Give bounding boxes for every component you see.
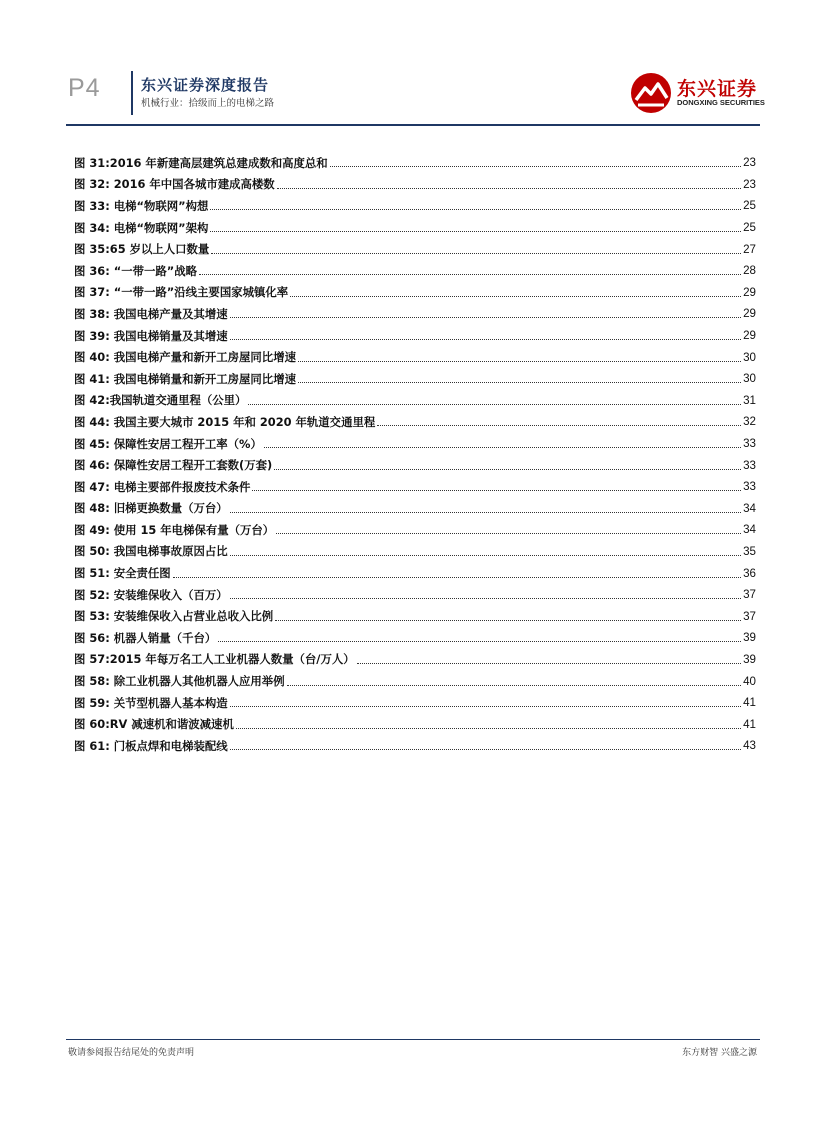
toc-entry[interactable] <box>74 325 756 347</box>
footer-rule <box>66 1039 760 1040</box>
toc-entry[interactable] <box>74 152 756 174</box>
toc-dot-leader <box>230 706 741 707</box>
toc-entry-page: 37 <box>743 588 756 602</box>
toc-entry-page: 41 <box>743 717 756 731</box>
toc-dot-leader <box>218 641 741 642</box>
toc-entry-label: 图 50: 我国电梯事故原因占比 <box>74 544 228 559</box>
toc-entry[interactable] <box>74 476 756 498</box>
toc-dot-leader <box>236 728 741 729</box>
toc-entry[interactable] <box>74 649 756 671</box>
report-subtitle: 机械行业：拾级而上的电梯之路 <box>141 98 275 109</box>
toc-entry-label: 图 60:RV 减速机和谐波减速机 <box>74 717 234 732</box>
toc-entry[interactable] <box>74 303 756 325</box>
toc-entry[interactable] <box>74 238 756 260</box>
toc-entry[interactable] <box>74 260 756 282</box>
toc-entry-label: 图 38: 我国电梯产量及其增速 <box>74 306 228 321</box>
toc-entry-page: 43 <box>743 739 756 753</box>
toc-entry-label: 图 36: “一带一路”战略 <box>74 263 198 278</box>
toc-entry-page: 41 <box>743 696 756 710</box>
company-logo <box>630 72 765 114</box>
toc-dot-leader <box>230 555 741 556</box>
toc-entry[interactable] <box>74 692 756 714</box>
toc-entry-label: 图 45: 保障性安居工程开工率（%） <box>74 436 262 451</box>
toc-entry-label: 图 59: 关节型机器人基本构造 <box>74 695 228 710</box>
toc-dot-leader <box>173 577 741 578</box>
toc-entry-page: 39 <box>743 652 756 666</box>
toc-dot-leader <box>274 469 741 470</box>
toc-entry-label: 图 48: 旧梯更换数量（万台） <box>74 501 228 516</box>
toc-entry[interactable] <box>74 195 756 217</box>
toc-entry[interactable] <box>74 433 756 455</box>
toc-dot-leader <box>230 512 741 513</box>
toc-entry[interactable] <box>74 541 756 563</box>
toc-entry-page: 40 <box>743 674 756 688</box>
toc-entry-label: 图 42:我国轨道交通里程（公里） <box>74 393 247 408</box>
toc-entry[interactable] <box>74 282 756 304</box>
logo-mark-icon <box>630 72 672 114</box>
toc-entry[interactable] <box>74 346 756 368</box>
toc-entry-page: 30 <box>743 350 756 364</box>
header-rule <box>66 124 760 126</box>
toc-entry-page: 33 <box>743 437 756 451</box>
toc-entry-page: 34 <box>743 501 756 515</box>
toc-entry-page: 29 <box>743 329 756 343</box>
toc-entry-label: 图 57:2015 年每万名工人工业机器人数量（台/万人） <box>74 652 355 667</box>
toc-entry-page: 33 <box>743 480 756 494</box>
toc-entry-label: 图 53: 安装维保收入占营业总收入比例 <box>74 609 274 624</box>
toc-entry-label: 图 46: 保障性安居工程开工套数(万套) <box>74 458 273 473</box>
toc-entry[interactable] <box>74 605 756 627</box>
toc-dot-leader <box>298 382 741 383</box>
toc-entry-label: 图 41: 我国电梯销量和新开工房屋同比增速 <box>74 371 296 386</box>
toc-entry[interactable] <box>74 174 756 196</box>
toc-dot-leader <box>248 404 741 405</box>
toc-dot-leader <box>276 533 741 534</box>
toc-dot-leader <box>210 231 741 232</box>
toc-entry-page: 23 <box>743 156 756 170</box>
toc-entry[interactable] <box>74 498 756 520</box>
header-divider <box>131 71 133 115</box>
toc-entry[interactable] <box>74 519 756 541</box>
toc-dot-leader <box>277 188 741 189</box>
toc-entry-page: 25 <box>743 199 756 213</box>
toc-entry[interactable] <box>74 713 756 735</box>
toc-entry-label: 图 56: 机器人销量（千台） <box>74 630 217 645</box>
toc-entry-page: 29 <box>743 307 756 321</box>
figure-index <box>74 152 756 757</box>
toc-entry-page: 32 <box>743 415 756 429</box>
toc-entry-page: 36 <box>743 566 756 580</box>
toc-entry-page: 31 <box>743 393 756 407</box>
toc-entry[interactable] <box>74 368 756 390</box>
footer-disclaimer: 敬请参阅报告结尾处的免责声明 <box>68 1048 195 1058</box>
toc-entry[interactable] <box>74 562 756 584</box>
toc-dot-leader <box>230 317 741 318</box>
toc-entry-page: 28 <box>743 264 756 278</box>
toc-entry-label: 图 33: 电梯“物联网”构想 <box>74 198 209 213</box>
toc-dot-leader <box>230 339 741 340</box>
toc-entry[interactable] <box>74 217 756 239</box>
toc-dot-leader <box>230 598 741 599</box>
toc-entry-page: 35 <box>743 544 756 558</box>
footer-slogan: 东方财智 兴盛之源 <box>682 1048 757 1058</box>
toc-entry-page: 23 <box>743 177 756 191</box>
toc-entry-label: 图 51: 安全责任图 <box>74 566 171 581</box>
toc-dot-leader <box>357 663 741 664</box>
toc-dot-leader <box>199 274 741 275</box>
toc-entry[interactable] <box>74 411 756 433</box>
toc-dot-leader <box>377 425 741 426</box>
toc-dot-leader <box>252 490 741 491</box>
page-number: P4 <box>68 74 101 102</box>
logo-english: DONGXING SECURITIES <box>677 98 765 107</box>
toc-entry-label: 图 52: 安装维保收入（百万） <box>74 587 228 602</box>
toc-dot-leader <box>211 253 741 254</box>
toc-dot-leader <box>298 361 741 362</box>
report-title: 东兴证券深度报告 <box>141 76 270 94</box>
toc-entry-page: 39 <box>743 631 756 645</box>
toc-dot-leader <box>230 749 741 750</box>
toc-entry-page: 27 <box>743 242 756 256</box>
toc-entry-label: 图 49: 使用 15 年电梯保有量（万台） <box>74 522 275 537</box>
toc-entry[interactable] <box>74 454 756 476</box>
toc-entry-label: 图 31:2016 年新建高层建筑总建成数和高度总和 <box>74 155 328 170</box>
toc-entry[interactable] <box>74 627 756 649</box>
toc-entry-label: 图 37: “一带一路”沿线主要国家城镇化率 <box>74 285 289 300</box>
toc-dot-leader <box>275 620 741 621</box>
toc-entry-label: 图 39: 我国电梯销量及其增速 <box>74 328 228 343</box>
toc-entry-page: 34 <box>743 523 756 537</box>
toc-dot-leader <box>210 209 741 210</box>
logo-name: 东兴证券 <box>677 78 758 100</box>
toc-entry[interactable] <box>74 584 756 606</box>
toc-entry-label: 图 40: 我国电梯产量和新开工房屋同比增速 <box>74 350 296 365</box>
toc-entry-label: 图 34: 电梯“物联网”架构 <box>74 220 209 235</box>
toc-entry-label: 图 47: 电梯主要部件报废技术条件 <box>74 479 251 494</box>
toc-entry-page: 25 <box>743 221 756 235</box>
toc-entry-label: 图 58: 除工业机器人其他机器人应用举例 <box>74 674 285 689</box>
toc-entry-label: 图 44: 我国主要大城市 2015 年和 2020 年轨道交通里程 <box>74 414 376 429</box>
toc-entry-page: 37 <box>743 609 756 623</box>
toc-dot-leader <box>287 685 742 686</box>
toc-entry[interactable] <box>74 735 756 757</box>
toc-dot-leader <box>264 447 741 448</box>
toc-entry-label: 图 35:65 岁以上人口数量 <box>74 242 210 257</box>
toc-entry-page: 33 <box>743 458 756 472</box>
toc-dot-leader <box>290 296 741 297</box>
toc-entry-page: 29 <box>743 285 756 299</box>
toc-entry-label: 图 61: 门板点焊和电梯装配线 <box>74 738 228 753</box>
toc-entry-page: 30 <box>743 372 756 386</box>
toc-dot-leader <box>330 166 741 167</box>
toc-entry-label: 图 32: 2016 年中国各城市建成高楼数 <box>74 177 275 192</box>
toc-entry[interactable] <box>74 390 756 412</box>
toc-entry[interactable] <box>74 670 756 692</box>
